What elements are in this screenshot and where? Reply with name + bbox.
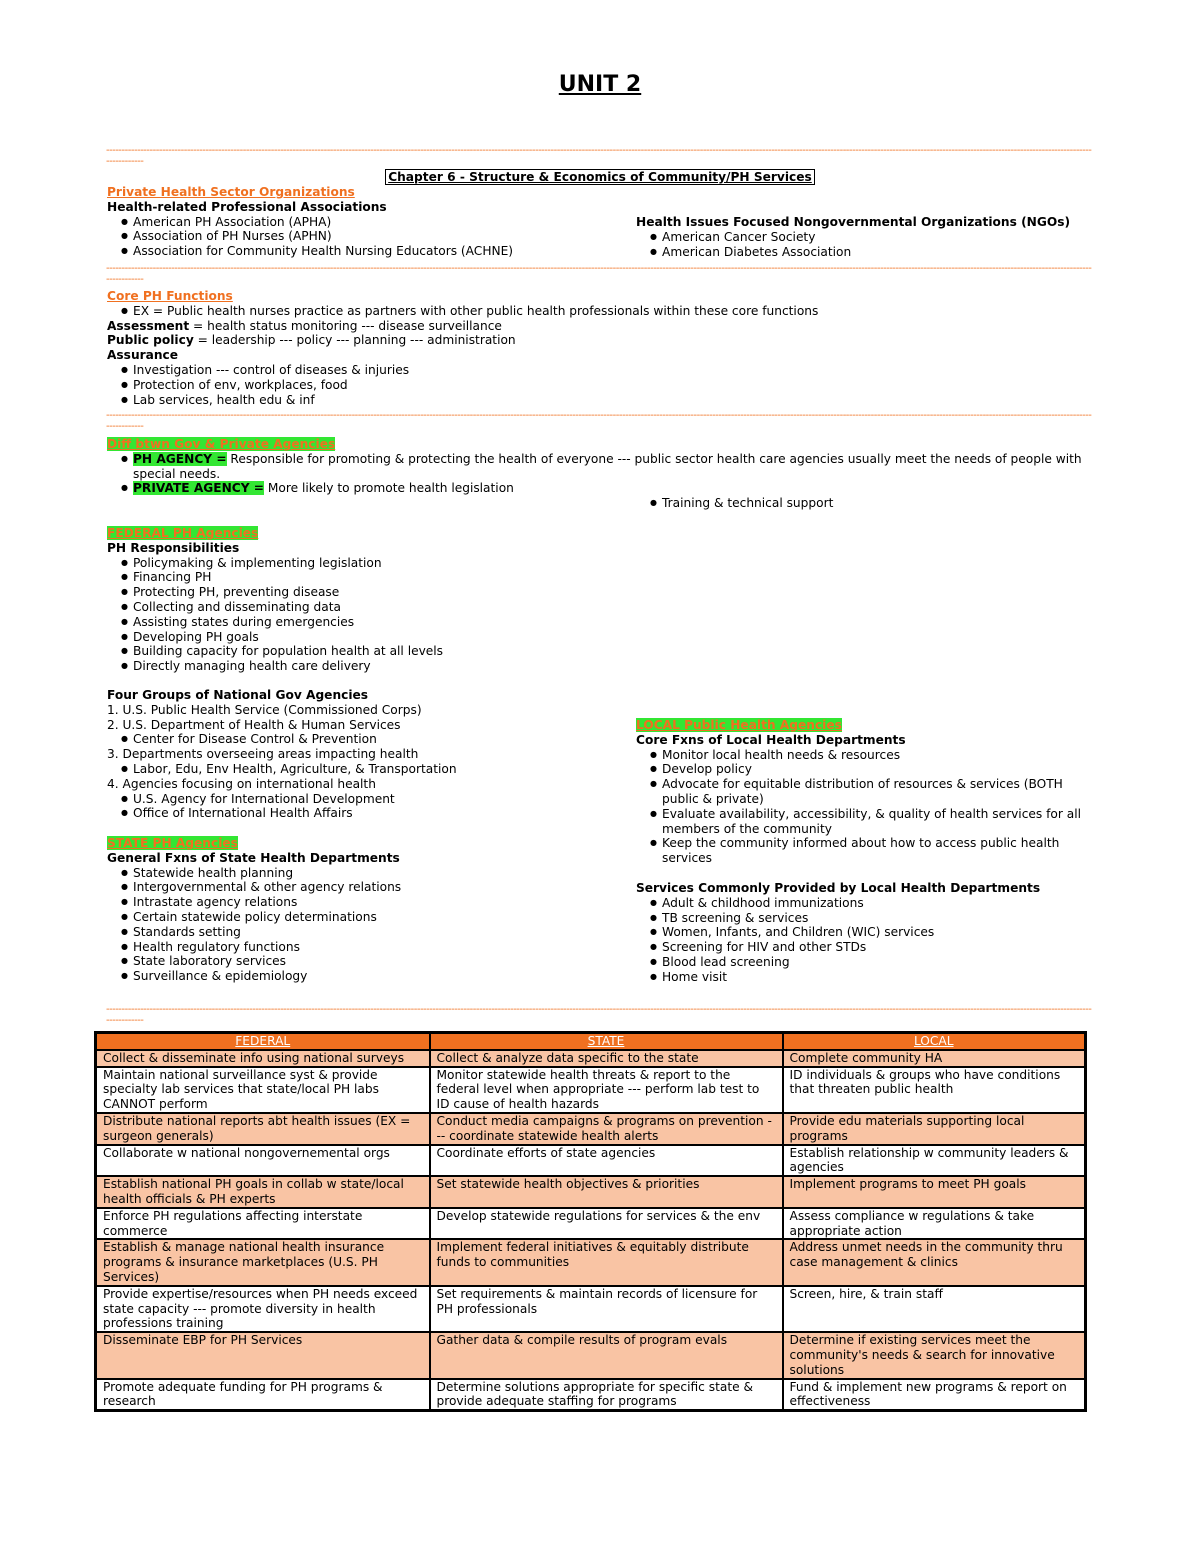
table-cell: Coordinate efforts of state agencies xyxy=(430,1145,783,1177)
list-item: ● Evaluate availability, accessibility, & quality of health services for all members of the community xyxy=(650,807,1088,837)
table-cell: Collect & disseminate info using national surveys xyxy=(96,1050,430,1067)
table-row xyxy=(96,1379,1086,1411)
table-cell: Determine if existing services meet the community's needs & search for innovative solutions xyxy=(783,1332,1086,1378)
table-cell: Provide edu materials supporting local programs xyxy=(783,1113,1086,1145)
table-cell: Establish national PH goals in collab w state/local health officials & PH experts xyxy=(96,1176,430,1208)
group-4: 4. Agencies focusing on international health xyxy=(107,776,376,791)
divider: ----------------------------------------------------------------------------------------------------------------------------------------------------------------------------------------------------------------------------------------------------------------------------------------------------------------------------------------- xyxy=(106,1004,1092,1026)
chapter-title xyxy=(0,170,1200,185)
section-heading-local: LOCAL Public Health Agencies xyxy=(636,718,842,732)
ph-responsibilities-list xyxy=(107,556,627,674)
training-list xyxy=(636,496,1086,511)
table-cell: Set statewide health objectives & priorities xyxy=(430,1176,783,1208)
local-core-list xyxy=(636,748,1088,866)
table-cell: Screen, hire, & train staff xyxy=(783,1286,1086,1332)
list-item xyxy=(121,452,1097,482)
policy-line xyxy=(107,333,1087,348)
list-item: ● Training & technical support xyxy=(650,496,1086,511)
federal-section xyxy=(107,526,627,674)
table-cell: Enforce PH regulations affecting interstate commerce xyxy=(96,1208,430,1240)
list-item: ● Women, Infants, and Children (WIC) services xyxy=(650,925,1088,940)
group-3: 3. Departments overseeing areas impacting health xyxy=(107,747,419,762)
state-section xyxy=(107,836,627,984)
assessment-text: = health status monitoring --- disease surveillance xyxy=(189,318,502,333)
list-item: ● Lab services, health edu & inf xyxy=(121,393,1087,408)
column-header-federal: FEDERAL xyxy=(96,1033,430,1050)
four-groups-heading: Four Groups of National Gov Agencies xyxy=(107,688,369,702)
ph-responsibilities-heading: PH Responsibilities xyxy=(107,540,240,555)
table-cell: Monitor statewide health threats & report to the federal level when appropriate --- perform lab test to ID cause of health hazards xyxy=(430,1067,783,1113)
list-item: ● Statewide health planning xyxy=(121,866,627,881)
list-item: ● Intrastate agency relations xyxy=(121,895,627,910)
section-heading-diff: Diff btwn Gov & Private Agencies xyxy=(107,437,336,451)
ngo-list xyxy=(636,230,1106,260)
prof-assoc-heading: Health-related Professional Associations xyxy=(107,199,387,214)
column-header-state: STATE xyxy=(430,1033,783,1050)
table-row xyxy=(96,1113,1086,1145)
table-cell: Complete community HA xyxy=(783,1050,1086,1067)
list-item xyxy=(121,481,1097,496)
ngo-section xyxy=(636,215,1106,259)
section-heading-core: Core PH Functions xyxy=(107,289,233,303)
assessment-label: Assessment xyxy=(107,318,190,333)
list-item: ● American Cancer Society xyxy=(650,230,1106,245)
national-agencies-section xyxy=(107,688,627,821)
section-heading-state: STATE PH Agencies xyxy=(107,836,238,850)
state-fxns-heading: General Fxns of State Health Departments xyxy=(107,850,400,865)
table-cell: Develop statewide regulations for services & the env xyxy=(430,1208,783,1240)
page-title: UNIT 2 xyxy=(558,72,642,97)
table-cell: Establish relationship w community leaders & agencies xyxy=(783,1145,1086,1177)
list-item: ● U.S. Agency for International Development xyxy=(121,792,627,807)
table-row xyxy=(96,1239,1086,1285)
table-cell: Conduct media campaigns & programs on prevention --- coordinate statewide health alerts xyxy=(430,1113,783,1145)
table-row xyxy=(96,1176,1086,1208)
assessment-line xyxy=(107,319,1087,334)
table-cell: Set requirements & maintain records of licensure for PH professionals xyxy=(430,1286,783,1332)
core-functions-section xyxy=(107,289,1087,407)
list-item: ● Policymaking & implementing legislation xyxy=(121,556,627,571)
list-item: ● TB screening & services xyxy=(650,911,1088,926)
divider: ----------------------------------------------------------------------------------------------------------------------------------------------------------------------------------------------------------------------------------------------------------------------------------------------------------------------------------------- xyxy=(106,410,1092,432)
list-item: ● Financing PH xyxy=(121,570,627,585)
group-4-list xyxy=(107,792,627,822)
list-item: ● Surveillance & epidemiology xyxy=(121,969,627,984)
table-cell: Fund & implement new programs & report on effectiveness xyxy=(783,1379,1086,1411)
local-core-heading: Core Fxns of Local Health Departments xyxy=(636,732,906,747)
list-item: ● Building capacity for population health at all levels xyxy=(121,644,627,659)
list-item: ● Protection of env, workplaces, food xyxy=(121,378,1087,393)
table-cell: Assess compliance w regulations & take appropriate action xyxy=(783,1208,1086,1240)
table-row xyxy=(96,1332,1086,1378)
list-item: ● Investigation --- control of diseases & injuries xyxy=(121,363,1087,378)
table-cell: Address unmet needs in the community thru case management & clinics xyxy=(783,1239,1086,1285)
table-cell: ID individuals & groups who have conditions that threaten public health xyxy=(783,1067,1086,1113)
table-cell: Implement programs to meet PH goals xyxy=(783,1176,1086,1208)
ph-agency-label: PH AGENCY = xyxy=(133,451,227,466)
list-item: ● Adult & childhood immunizations xyxy=(650,896,1088,911)
policy-label: Public policy xyxy=(107,333,194,348)
ngo-heading: Health Issues Focused Nongovernmental Organizations (NGOs) xyxy=(636,215,1071,229)
section-heading-federal: FEDERAL PH Agencies xyxy=(107,526,259,540)
table-cell: Establish & manage national health insurance programs & insurance marketplaces (U.S. PH Services) xyxy=(96,1239,430,1285)
diff-list xyxy=(107,452,1097,496)
table-cell: Provide expertise/resources when PH needs exceed state capacity --- promote diversity in health professions training xyxy=(96,1286,430,1332)
list-item: ● Monitor local health needs & resources xyxy=(650,748,1088,763)
comparison-table xyxy=(94,1031,1087,1412)
local-services-section xyxy=(636,881,1088,985)
list-item: ● Developing PH goals xyxy=(121,630,627,645)
section-heading-private: Private Health Sector Organizations xyxy=(107,185,355,199)
state-fxns-list xyxy=(107,866,627,984)
table-row xyxy=(96,1067,1086,1113)
divider: ----------------------------------------------------------------------------------------------------------------------------------------------------------------------------------------------------------------------------------------------------------------------------------------------------------------------------------------- xyxy=(106,263,1092,285)
list-item: ● Association for Community Health Nursing Educators (ACHNE) xyxy=(121,244,627,259)
list-item: ● Certain statewide policy determinations xyxy=(121,910,627,925)
list-item: ● State laboratory services xyxy=(121,954,627,969)
list-item: ● Collecting and disseminating data xyxy=(121,600,627,615)
group-3-list xyxy=(107,762,627,777)
list-item: ● EX = Public health nurses practice as partners with other public health professionals within these core functions xyxy=(121,304,1087,319)
table-row xyxy=(96,1286,1086,1332)
list-item: ● Develop policy xyxy=(650,762,1088,777)
table-header-row xyxy=(96,1033,1086,1050)
policy-text: = leadership --- policy --- planning --- administration xyxy=(193,333,516,348)
table-cell: Implement federal initiatives & equitably distribute funds to communities xyxy=(430,1239,783,1285)
local-services-heading: Services Commonly Provided by Local Health Departments xyxy=(636,881,1041,895)
list-item: ● Keep the community informed about how to access public health services xyxy=(650,836,1088,866)
table-row xyxy=(96,1145,1086,1177)
list-item: ● Advocate for equitable distribution of resources & services (BOTH public & private) xyxy=(650,777,1088,807)
group-2-list xyxy=(107,732,627,747)
private-sector-section xyxy=(107,185,627,259)
local-section xyxy=(636,718,1088,866)
column-header-local: LOCAL xyxy=(783,1033,1086,1050)
table-cell: Disseminate EBP for PH Services xyxy=(96,1332,430,1378)
local-services-list xyxy=(636,896,1088,985)
list-item: ● Intergovernmental & other agency relations xyxy=(121,880,627,895)
list-item: ● Health regulatory functions xyxy=(121,940,627,955)
list-item: ● Screening for HIV and other STDs xyxy=(650,940,1088,955)
assurance-label: Assurance xyxy=(107,348,179,363)
table-cell: Maintain national surveillance syst & provide specialty lab services that state/local PH labs CANNOT perform xyxy=(96,1067,430,1113)
list-item: ● Standards setting xyxy=(121,925,627,940)
list-item: ● Home visit xyxy=(650,970,1088,985)
table-cell: Collaborate w national nongovernemental orgs xyxy=(96,1145,430,1177)
ph-agency-text: Responsible for promoting & protecting the health of everyone --- public sector health care agencies usually meet the needs of people with special needs. xyxy=(133,451,1082,481)
table-cell: Gather data & compile results of program evals xyxy=(430,1332,783,1378)
chapter-title-text: Chapter 6 - Structure & Economics of Community/PH Services xyxy=(385,169,815,185)
list-item: ● Assisting states during emergencies xyxy=(121,615,627,630)
core-ex-list xyxy=(107,304,1087,319)
training-note xyxy=(636,496,1086,511)
group-1: 1. U.S. Public Health Service (Commissioned Corps) xyxy=(107,702,422,717)
list-item: ● Directly managing health care delivery xyxy=(121,659,627,674)
private-agency-text: More likely to promote health legislation xyxy=(264,481,514,496)
group-2: 2. U.S. Department of Health & Human Services xyxy=(107,717,401,732)
table-row xyxy=(96,1208,1086,1240)
list-item: ● American Diabetes Association xyxy=(650,245,1106,260)
diff-section xyxy=(107,437,1097,496)
list-item: ● Blood lead screening xyxy=(650,955,1088,970)
divider: ----------------------------------------------------------------------------------------------------------------------------------------------------------------------------------------------------------------------------------------------------------------------------------------------------------------------------------------- xyxy=(106,145,1092,167)
list-item: ● Office of International Health Affairs xyxy=(121,806,627,821)
table-cell: Distribute national reports abt health issues (EX = surgeon generals) xyxy=(96,1113,430,1145)
table-cell: Collect & analyze data specific to the state xyxy=(430,1050,783,1067)
list-item: ● Protecting PH, preventing disease xyxy=(121,585,627,600)
list-item: ● Association of PH Nurses (APHN) xyxy=(121,229,627,244)
private-agency-label: PRIVATE AGENCY = xyxy=(133,481,265,496)
table-row xyxy=(96,1050,1086,1067)
prof-assoc-list xyxy=(107,215,627,259)
list-item: ● Labor, Edu, Env Health, Agriculture, & Transportation xyxy=(121,762,627,777)
table-cell: Promote adequate funding for PH programs & research xyxy=(96,1379,430,1411)
list-item: ● American PH Association (APHA) xyxy=(121,215,627,230)
assurance-list xyxy=(107,363,1087,407)
table-cell: Determine solutions appropriate for specific state & provide adequate staffing for programs xyxy=(430,1379,783,1411)
list-item: ● Center for Disease Control & Prevention xyxy=(121,732,627,747)
